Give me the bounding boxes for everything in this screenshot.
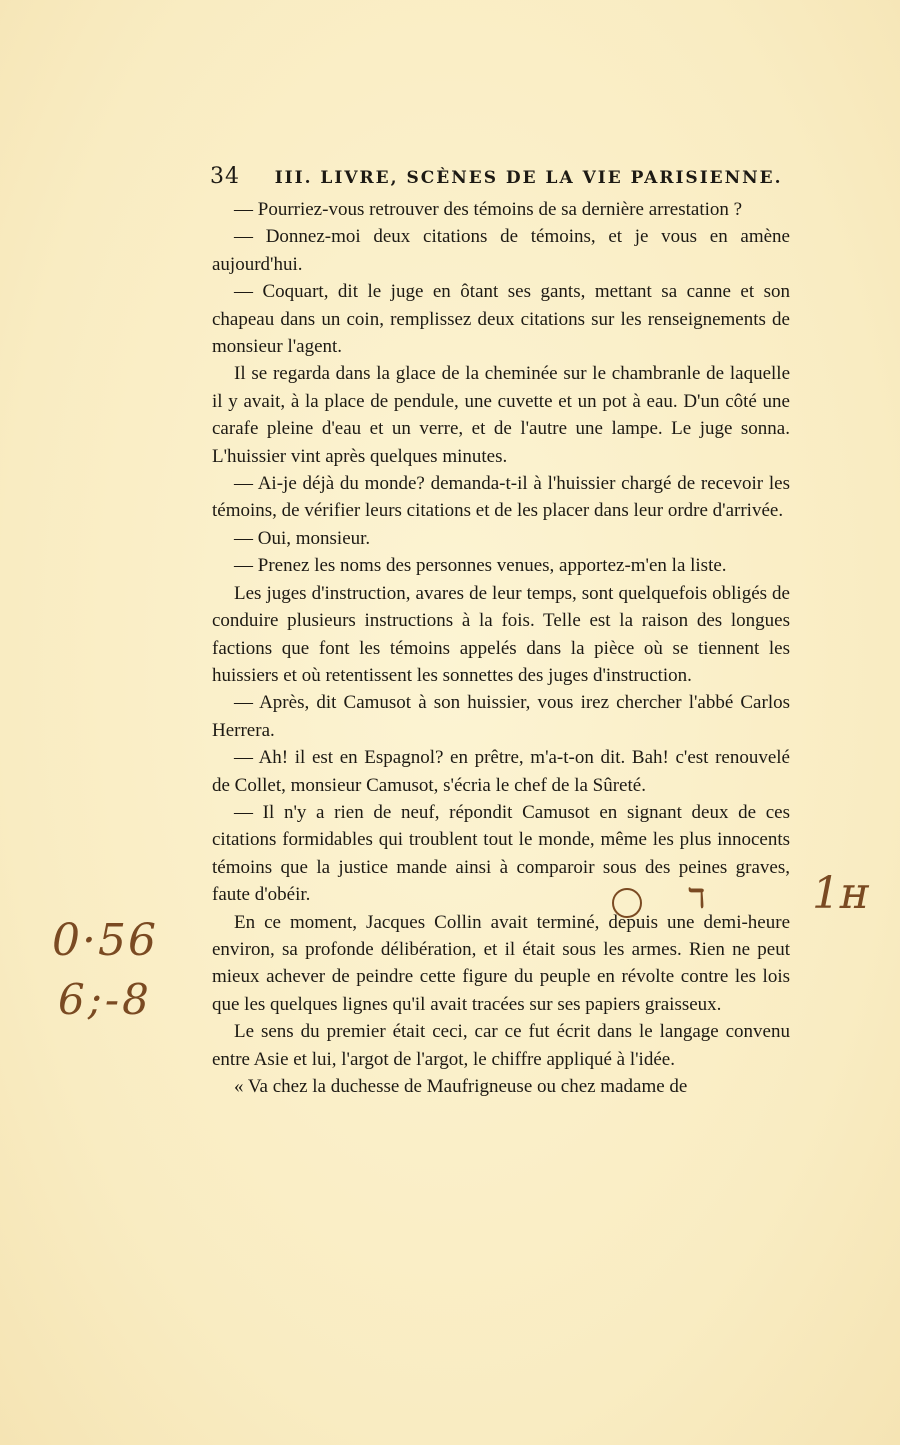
- paragraph: — Il n'y a rien de neuf, répondit Camusot en signant deux de ces citations formidables qui troublent tout le monde, même les plus innocents témoins que la justice mande ainsi à comparoir sous des peines graves, faute d'obéir.: [212, 801, 790, 906]
- handwritten-correction-mark: ℸ: [688, 884, 705, 914]
- handwritten-annotation-left-2: 6;-8: [58, 975, 152, 1024]
- handwritten-annotation-right: 1ʜ: [812, 868, 870, 919]
- paragraph: — Coquart, dit le juge en ôtant ses gants, mettant sa canne et son chapeau dans un coin, remplissez deux citations sur les renseignements de monsieur l'agent.: [212, 281, 790, 358]
- paragraph: — Prenez les noms des personnes venues, apportez-m'en la liste.: [234, 555, 727, 577]
- paragraph: — Pourriez-vous retrouver des témoins de sa dernière arrestation ?: [234, 199, 743, 220]
- paragraph: « Va chez la duchesse de Maufrigneuse ou chez madame de: [234, 1076, 688, 1097]
- paragraph: — Donnez-moi deux citations de témoins, et je vous en amène aujourd'hui.: [212, 226, 790, 275]
- page-number: 34: [210, 164, 240, 189]
- paragraph: En ce moment, Jacques Collin avait terminé, depuis une demi-heure environ, sa profonde délibération, et il était sous les armes. Rien ne peut mieux achever de peindre cette figure du peuple en révolte contre les lois que les quelques lignes qu'il avait tracées sur ses papiers graisseux.: [212, 911, 790, 1015]
- paragraph: — Ai-je déjà du monde? demanda-t-il à l'huissier chargé de recevoir les témoins, de vérifier leurs citations et de les placer dans leur ordre d'arrivée.: [212, 473, 790, 522]
- paragraph: Le sens du premier était ceci, car ce fut écrit dans le langage convenu entre Asie et lui, l'argot de l'argot, le chiffre appliqué à l'idée.: [212, 1021, 790, 1070]
- paragraph: Les juges d'instruction, avares de leur temps, sont quelquefois obligés de conduire plusieurs instructions à la fois. Telle est la raison des longues factions que font les témoins appelés dans la pièce où se tiennent les huissiers et où retentissent les sonnettes des juges d'instruction.: [212, 582, 790, 686]
- paragraph: Il se regarda dans la glace de la cheminée sur le chambranle de laquelle il y avait, à la place de pendule, une cuvette et un pot à eau. D'un côté une carafe pleine d'eau et un verre, et de l'autre une lampe. Le juge sonna. L'huissier vint après quelques minutes.: [212, 363, 790, 467]
- body-text: [212, 196, 790, 1100]
- handwritten-annotation-left-1: 0·56: [52, 915, 158, 966]
- paragraph: — Ah! il est en Espagnol? en prêtre, m'a-t-on dit. Bah! c'est renouvelé de Collet, monsieur Camusot, s'écria le chef de la Sûreté.: [212, 747, 790, 796]
- running-header: [210, 160, 790, 195]
- running-title: III. LIVRE, SCÈNES DE LA VIE PARISIENNE.: [274, 168, 783, 188]
- paragraph: — Oui, monsieur.: [234, 527, 371, 549]
- handwritten-circle-mark: [612, 888, 642, 918]
- paragraph: — Après, dit Camusot à son huissier, vous irez chercher l'abbé Carlos Herrera.: [212, 692, 790, 741]
